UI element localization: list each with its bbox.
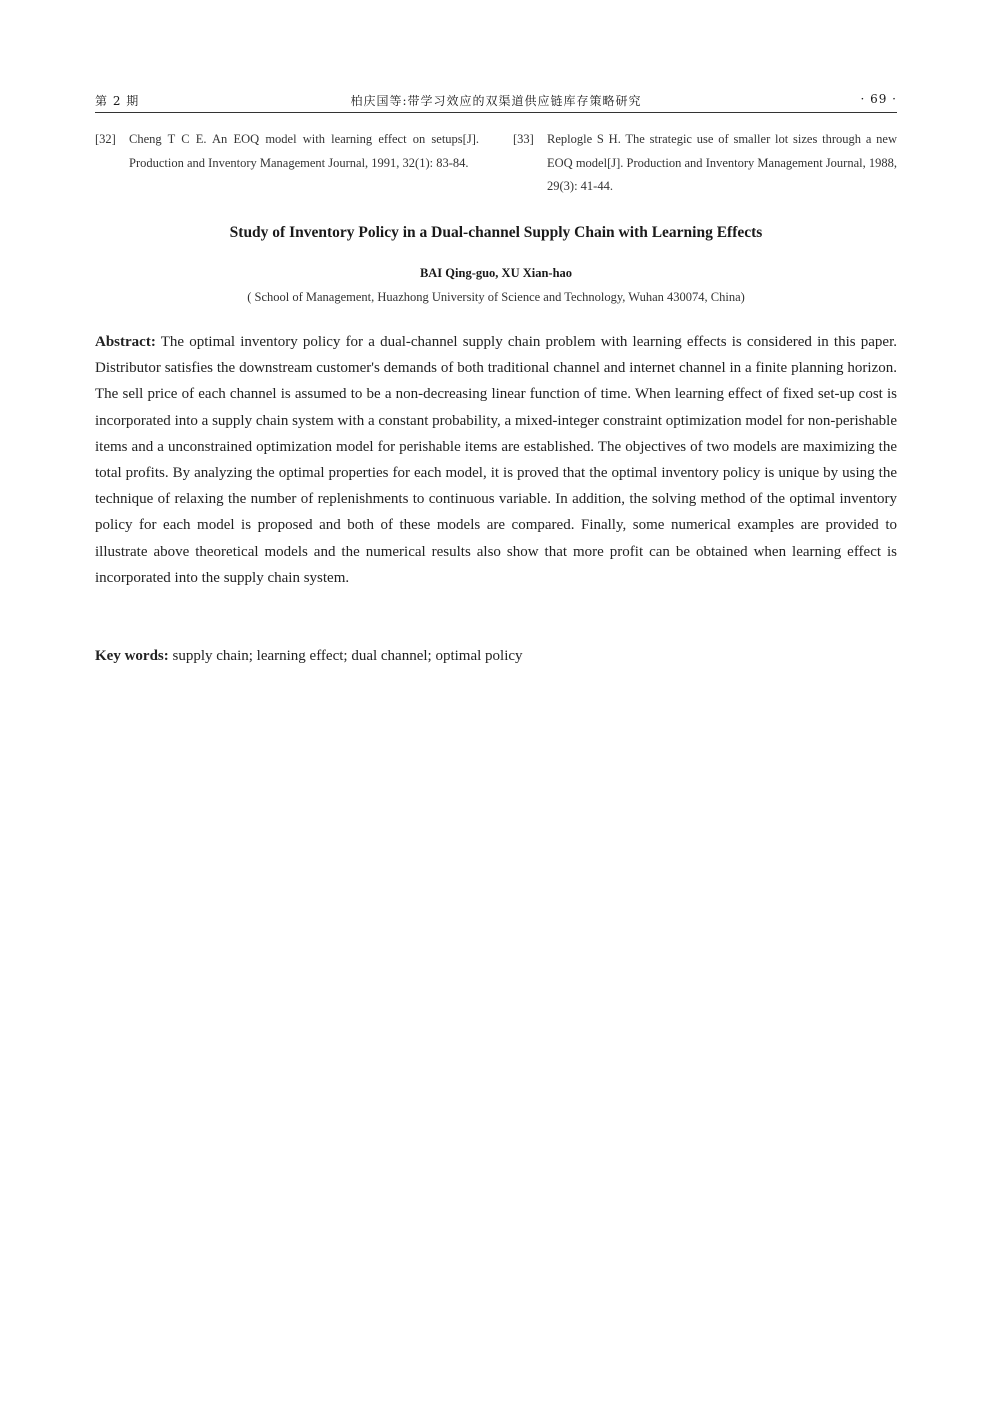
article-authors: BAI Qing-guo, XU Xian-hao — [419, 266, 573, 280]
abstract-text: The optimal inventory policy for a dual-channel supply chain problem with learning effects is considered in this paper. Distributor satisfies the downstream customer's demands of both traditional channel and internet channel in a finite planning horizon. The sell price of each channel is assumed to be a non-decreasing linear function of time. When learning effect of fixed set-up cost is incorporated into a supply chain system with a constant probability, a mixed-integer constraint optimization model for non-perishable items and a unconstrained optimization model for perishable items are established. The objectives of two models are maximizing the total profits. By analyzing the optimal properties for each model, it is proved that the optimal inventory policy is unique by using the technique of relaxing the number of replenishments to continuous variable. In addition, the solving method of the optimal inventory policy for each model is proposed and both of these models are compared. Finally, some numerical examples are provided to illustrate above theoretical models and the numerical results also show that more profit can be obtained when learning effect is incorporated into the supply chain system. — [95, 334, 897, 586]
article-title: Study of Inventory Policy in a Dual-channel Supply Chain with Learning Effects — [229, 224, 763, 241]
page-number: · 69 · — [860, 92, 897, 106]
abstract — [95, 329, 897, 591]
reference-item — [95, 128, 479, 175]
keywords — [95, 643, 897, 669]
abstract-label: Abstract: — [95, 334, 156, 350]
running-title: 柏庆国等:带学习效应的双渠道供应链库存策略研究 — [350, 94, 642, 108]
reference-item — [513, 128, 897, 199]
author-affiliation: ( School of Management, Huazhong University of Science and Technology, Wuhan 430074, China) — [247, 290, 745, 304]
reference-text: Cheng T C E. An EOQ model with learning effect on setups[J]. Production and Inventory Management Journal, 1991, 32(1): 83-84. — [129, 132, 479, 170]
reference-number: [32] — [95, 132, 116, 146]
issue-number: 第 2 期 — [95, 94, 140, 108]
running-header — [95, 90, 897, 113]
reference-number: [33] — [513, 132, 534, 146]
reference-text: Replogle S H. The strategic use of smaller lot sizes through a new EOQ model[J]. Production and Inventory Management Journal, 1988, 29(3): 41-44. — [547, 132, 897, 193]
keywords-text: supply chain; learning effect; dual channel; optimal policy — [172, 648, 523, 664]
keywords-label: Key words: — [95, 648, 169, 664]
